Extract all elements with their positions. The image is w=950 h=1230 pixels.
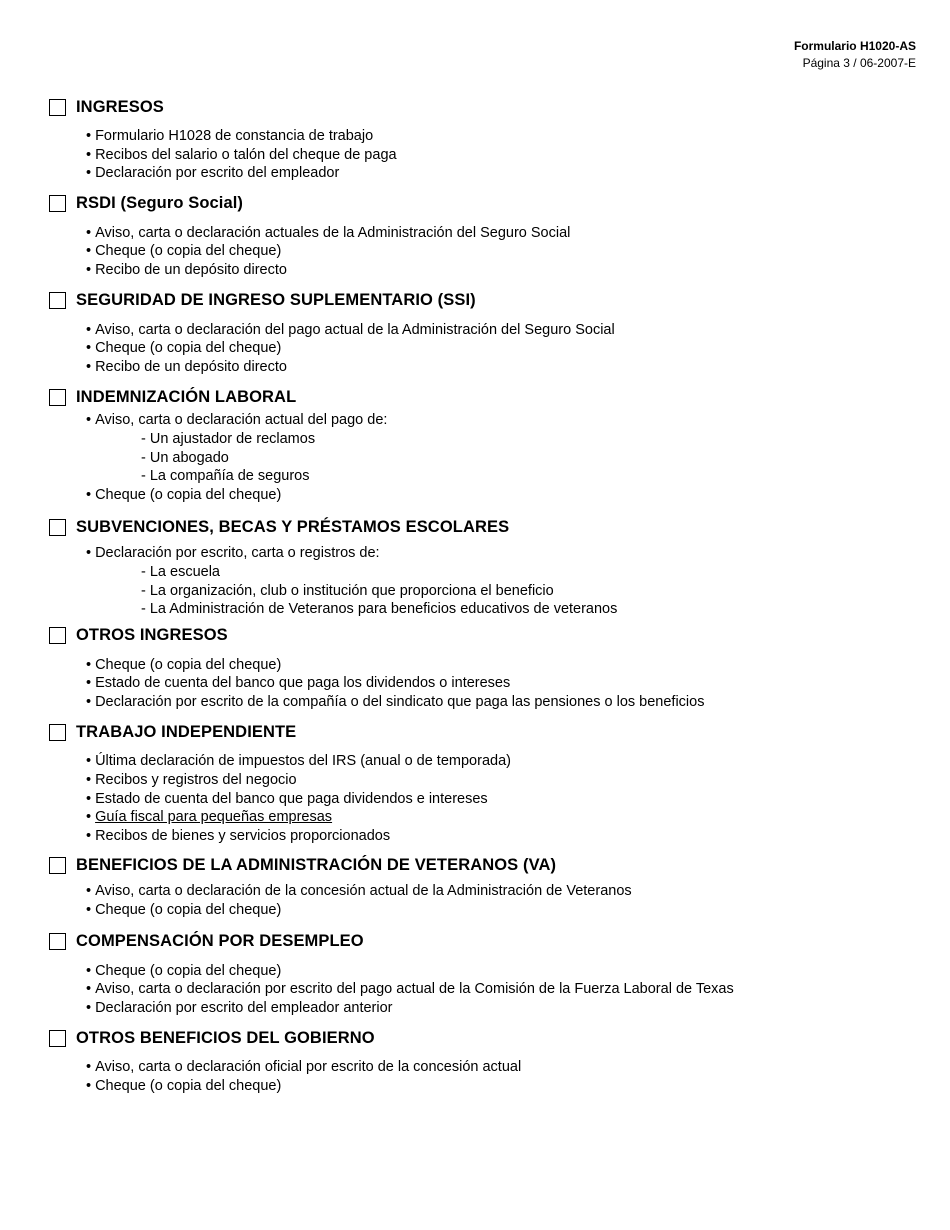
list-item: • Declaración por escrito, carta o registros de: - La escuela - La organización, club o institución que proporciona el beneficio - La Administración de Veteranos para beneficios educativos de veteranos	[86, 544, 929, 618]
section-title: OTROS BENEFICIOS DEL GOBIERNO	[76, 1028, 375, 1047]
list-item: • Declaración por escrito del empleador	[86, 165, 340, 182]
list-item: • Recibos de bienes y servicios proporcionados	[86, 827, 391, 844]
checkbox-ingresos[interactable]	[49, 99, 66, 116]
list-item: • Cheque (o copia del cheque)	[86, 340, 282, 357]
section-title: TRABAJO INDEPENDIENTE	[76, 722, 297, 741]
list-item: • Estado de cuenta del banco que paga los dividendos o intereses	[86, 675, 511, 692]
sub-list-item: - Un ajustador de reclamos	[141, 430, 316, 447]
section-title: INGRESOS	[76, 97, 164, 116]
list-item: • Declaración por escrito del empleador anterior	[86, 999, 393, 1016]
list-item: • Cheque (o copia del cheque)	[86, 656, 282, 673]
section-trabajo-independiente	[49, 721, 929, 845]
checkbox-indemnizacion-laboral[interactable]	[49, 389, 66, 406]
checkbox-ssi[interactable]	[49, 292, 66, 309]
section-title: SEGURIDAD DE INGRESO SUPLEMENTARIO (SSI)	[76, 291, 476, 310]
section-ssi	[49, 290, 929, 377]
checkbox-otros-beneficios[interactable]	[49, 1030, 66, 1047]
page-info: Página 3 / 06-2007-E	[802, 56, 916, 70]
sub-list-item: - La escuela	[141, 563, 220, 580]
list-item: • Recibo de un depósito directo	[86, 261, 287, 278]
list-item: • Aviso, carta o declaración actual del pago de: - Un ajustador de reclamos - Un abogado - La compañía de seguros	[86, 411, 929, 485]
list-item: • Última declaración de impuestos del IRS (anual o de temporada)	[86, 753, 511, 770]
form-header	[794, 38, 916, 72]
list-item: • Recibos y registros del negocio	[86, 772, 297, 789]
section-beneficios-va	[49, 854, 929, 919]
checkbox-beneficios-va[interactable]	[49, 857, 66, 874]
list-item: • Declaración por escrito de la compañía o del sindicato que paga las pensiones o los beneficios	[86, 693, 705, 710]
list-item: • Cheque (o copia del cheque)	[86, 486, 282, 503]
list-item: • Aviso, carta o declaración por escrito del pago actual de la Comisión de la Fuerza Laboral de Texas	[86, 981, 734, 998]
section-title: COMPENSACIÓN POR DESEMPLEO	[76, 932, 364, 951]
sub-list-item: - La compañía de seguros	[141, 468, 310, 485]
checkbox-rsdi[interactable]	[49, 195, 66, 212]
list-item: • Aviso, carta o declaración actuales de la Administración del Seguro Social	[86, 224, 571, 241]
section-title: OTROS INGRESOS	[76, 626, 228, 645]
section-rsdi	[49, 193, 929, 280]
list-item: • Cheque (o copia del cheque)	[86, 1078, 282, 1094]
section-compensacion-desempleo	[49, 931, 929, 1018]
sub-list-item: - Un abogado	[141, 449, 229, 466]
section-otros-beneficios	[49, 1027, 929, 1095]
section-title: SUBVENCIONES, BECAS Y PRÉSTAMOS ESCOLARES	[76, 517, 510, 536]
list-item: • Aviso, carta o declaración del pago actual de la Administración del Seguro Social	[86, 321, 615, 338]
list-item: • Cheque (o copia del cheque)	[86, 962, 282, 979]
sub-list-item: - La Administración de Veteranos para beneficios educativos de veteranos	[141, 601, 618, 618]
list-item: • Estado de cuenta del banco que paga dividendos e intereses	[86, 790, 488, 807]
checkbox-otros-ingresos[interactable]	[49, 627, 66, 644]
section-title: BENEFICIOS DE LA ADMINISTRACIÓN DE VETERANOS (VA)	[76, 855, 557, 874]
list-item: • Guía fiscal para pequeñas empresas	[86, 809, 333, 826]
checklist	[49, 96, 929, 1096]
list-item: • Aviso, carta o declaración oficial por escrito de la concesión actual	[86, 1059, 522, 1076]
form-id: Formulario H1020-AS	[793, 39, 916, 53]
checkbox-compensacion-desempleo[interactable]	[49, 933, 66, 950]
list-item: • Recibo de un depósito directo	[86, 358, 287, 375]
list-item: • Cheque (o copia del cheque)	[86, 243, 282, 260]
section-subvenciones	[49, 516, 929, 618]
list-item: • Aviso, carta o declaración de la concesión actual de la Administración de Veteranos	[86, 883, 632, 900]
list-item: • Cheque (o copia del cheque)	[86, 902, 282, 919]
section-otros-ingresos	[49, 625, 929, 712]
section-title: INDEMNIZACIÓN LABORAL	[76, 387, 297, 406]
list-item: • Recibos del salario o talón del cheque de paga	[86, 146, 397, 163]
section-indemnizacion-laboral	[49, 386, 929, 504]
section-ingresos	[49, 96, 929, 183]
list-item: • Formulario H1028 de constancia de trabajo	[86, 128, 374, 144]
checkbox-trabajo-independiente[interactable]	[49, 724, 66, 741]
checkbox-subvenciones[interactable]	[49, 519, 66, 536]
sub-list-item: - La organización, club o institución que proporciona el beneficio	[141, 582, 554, 599]
guide-link-text: Guía fiscal para pequeñas empresas	[95, 809, 333, 826]
section-title: RSDI (Seguro Social)	[76, 194, 244, 213]
